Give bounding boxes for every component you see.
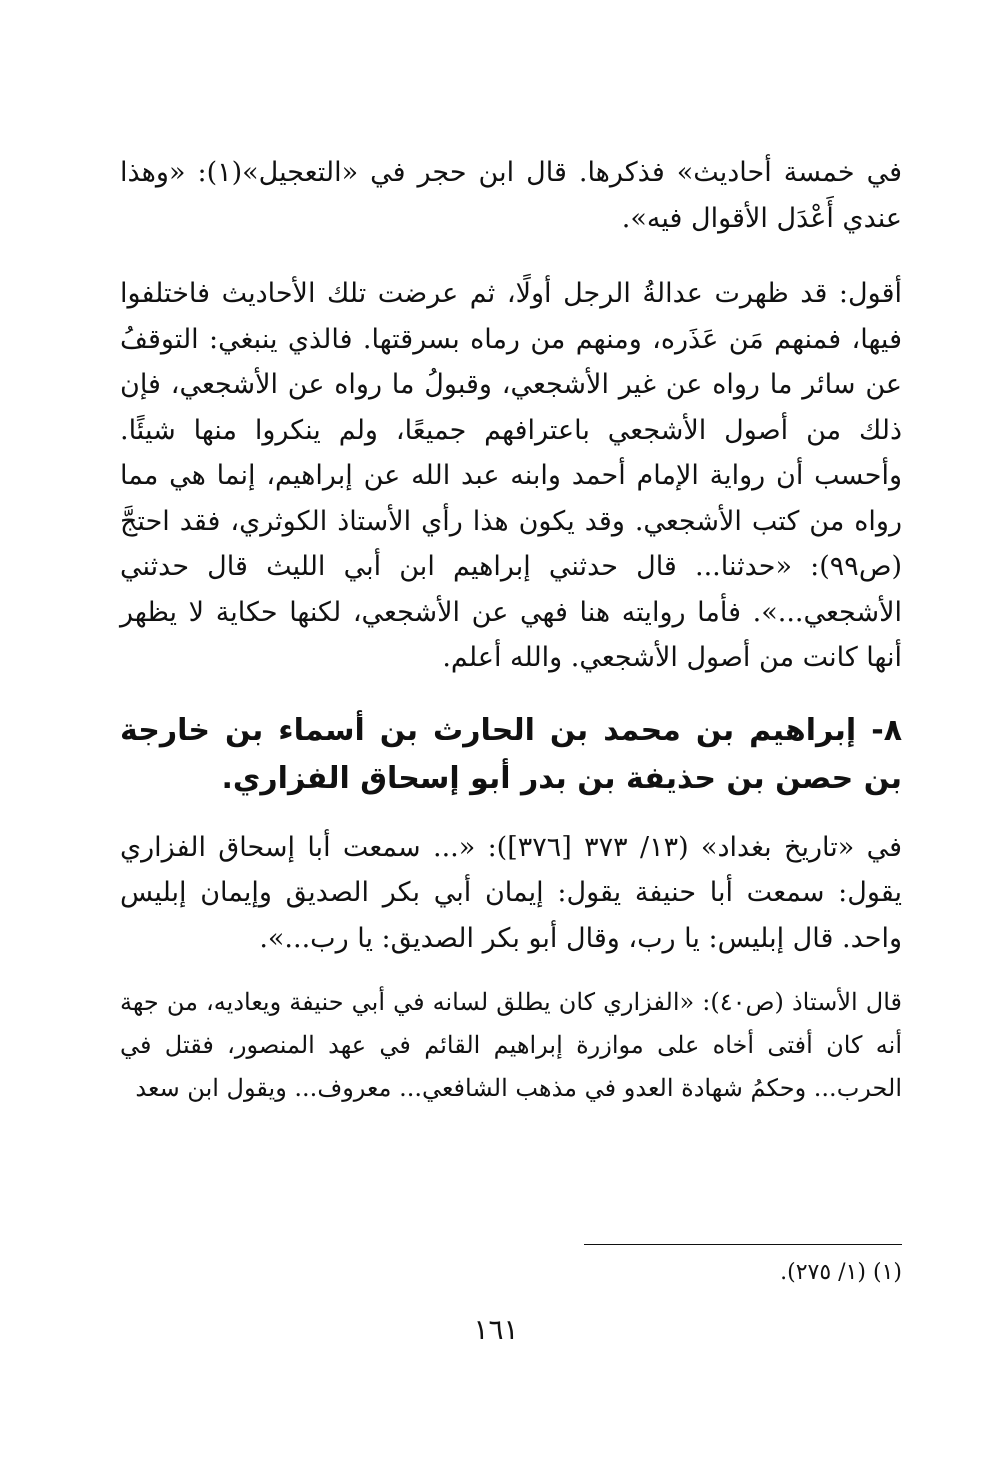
footnote-divider (584, 1244, 902, 1245)
paragraph-2: أقول: قد ظهرت عدالةُ الرجل أولًا، ثم عرضت تلك الأحاديث فاختلفوا فيها، فمنهم مَن عَذَره، ومنهم من رماه بسرقتها. فالذي ينبغي: التوقفُ عن سائر ما رواه عن غير الأشجعي، وقبولُ ما رواه عن الأشجعي، فإن ذلك من أصول الأشجعي باعترافهم جميعًا، ولم ينكروا منها شيئًا. وأحسب أن رواية الإمام أحمد وابنه عبد الله عن إبراهيم، إنما هي مما رواه من كتب الأشجعي. وقد يكون هذا رأي الأستاذ الكوثري، فقد احتجَّ (ص٩٩): «حدثنا... قال حدثني إبراهيم ابن أبي الليث قال حدثني الأشجعي...». فأما روايته هنا فهي عن الأشجعي، لكنها حكاية لا يظهر أنها كانت من أصول الأشجعي. والله أعلم. (120, 278, 902, 673)
entry-heading: ٨- إبراهيم بن محمد بن الحارث بن أسماء بن خارجة بن حصن بن حذيفة بن بدر أبو إسحاق الفزاري. (120, 712, 902, 796)
page-number: ١٦١ (473, 1313, 519, 1346)
paragraph-3: في «تاريخ بغداد» (١٣/ ٣٧٣ [٣٧٦]): «... سمعت أبا إسحاق الفزاري يقول: سمعت أبا حنيفة يقول: إيمان أبي بكر الصديق وإيمان إبليس واحد. قال إبليس: يا رب، وقال أبو بكر الصديق: يا رب...». (120, 831, 902, 954)
footnote: (١) (١/ ٢٧٥). (780, 1260, 902, 1285)
paragraph-1: في خمسة أحاديث» فذكرها. قال ابن حجر في «التعجيل»(١): «وهذا عندي أَعْدَل الأقوال فيه». (120, 157, 903, 234)
page-body (120, 150, 902, 1110)
paragraph-4: قال الأستاذ (ص٤٠): «الفزاري كان يطلق لسانه في أبي حنيفة ويعاديه، من جهة أنه كان أفتى أخاه على موازرة إبراهيم القائم في عهد المنصور، فقتل في الحرب... وحكمُ شهادة العدو في مذهب الشافعي... معروف... ويقول ابن سعد (120, 988, 902, 1102)
